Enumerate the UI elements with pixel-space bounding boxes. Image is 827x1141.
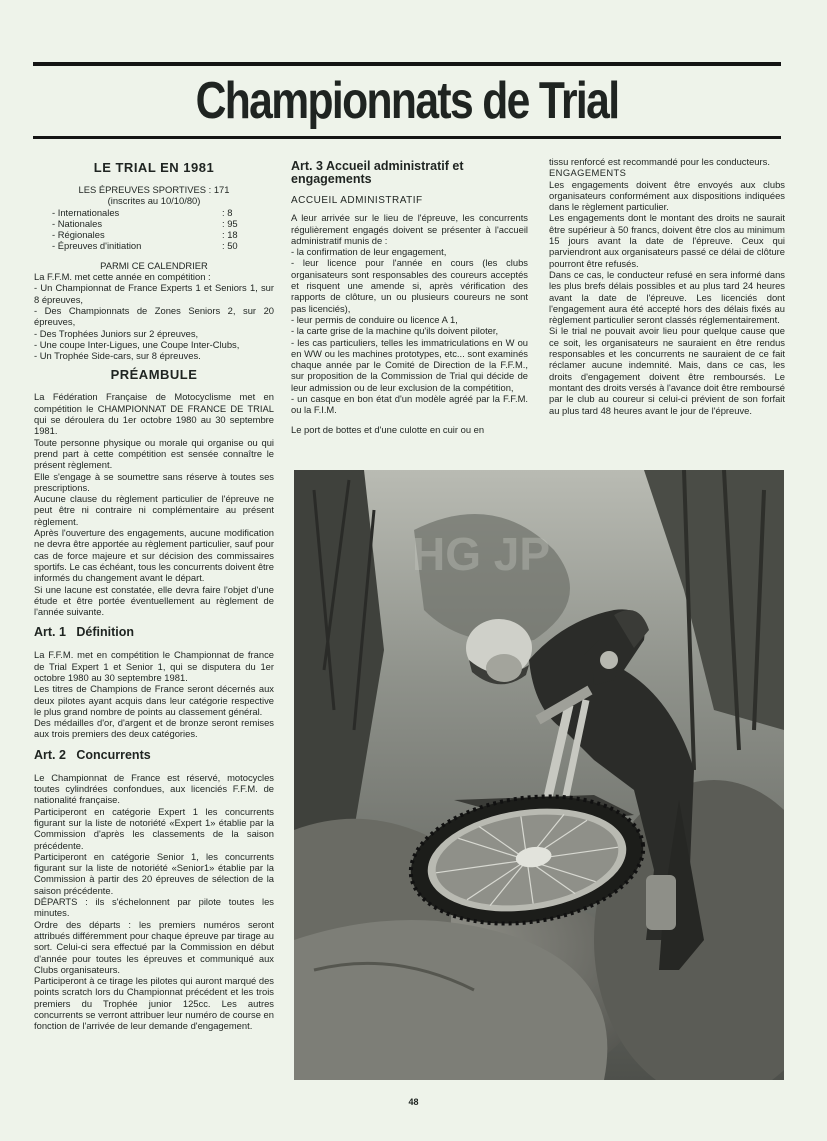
epreuves-subtitle: (inscrites au 10/10/80) (107, 195, 201, 207)
calendrier-item: - Une coupe Inter-Ligues, une Coupe Inter-Clubs, (34, 338, 240, 350)
calendrier-item: - Des Trophées Juniors sur 2 épreuves, (34, 327, 199, 339)
engagements-paragraph: Dans ce cas, le conducteur refusé en sera informé dans les plus brefs délais possibles et au plus tard 24 heures avant la date de l'épreuve. Les licenciés dont l'engagement aura été accepté hors des délais fixés au règlement particulier seront classés réglementairement. (549, 268, 785, 326)
tissu-text: tissu renforcé est recommandé pour les conducteurs. (549, 156, 770, 167)
art2-paragraph: Participeront à ce tirage les pilotes qui auront marqué des points scratch lors du Championnat précédent et les trois premiers du Trophée junior 125cc. Les autres concurrents se verront attribuer leur numéro de course en fonction de l'arrivée de leur demande d'engagement. (34, 975, 274, 1032)
calendrier-item: - Un Championnat de France Experts 1 et Seniors 1, sur 8 épreuves, (34, 282, 274, 305)
epreuves-list (34, 207, 274, 252)
art2-heading: Art. 2 Concurrents (34, 747, 151, 762)
bottes-text: Le port de bottes et d'une culotte en cuir ou en (291, 423, 485, 435)
photo-watermark: HG JP (412, 528, 551, 580)
preambule-paragraph: La Fédération Française de Motocyclisme met en compétition le CHAMPIONNAT DE FRANCE DE TRIAL qui se déroulera du 1er octobre 1980 au 30 septembre 1981. (34, 391, 274, 437)
preambule-paragraph: Elle s'engage à se soumettre sans réserve à toutes ses prescriptions. (34, 470, 274, 493)
top-rule (33, 62, 781, 66)
accueil-item: - les cas particuliers, telles les immatriculations en W ou en WW ou les machines prototypes, etc... sont examinés chaque année par le Comité de Direction de la F.F.M., sur proposition de la Commission de Trial qui décide de leur admission ou de leur exclusion de la compétition, (291, 336, 528, 393)
art3-heading: Art. 3 Accueil administratif et engagements (291, 159, 464, 186)
epreuves-value: : 18 (222, 229, 238, 241)
calendrier-item: - Des Championnats de Zones Seniors 2, sur 20 épreuves, (34, 304, 274, 328)
accueil-item: - leur permis de conduire ou licence A 1, (291, 313, 458, 325)
epreuves-label: - Épreuves d'initiation (52, 240, 142, 252)
epreuves-label: - Régionales (52, 229, 105, 241)
epreuves-label: - Internationales (52, 206, 120, 218)
page-title: Championnats de Trial (195, 72, 619, 130)
engagements-paragraph: Les engagements doivent être envoyés aux clubs organisateurs conformément aux dispositions indiquées dans le règlement particulier. (549, 178, 785, 213)
epreuves-value: : 95 (222, 217, 238, 229)
calendrier-intro: La F.F.M. met cette année en compétition : (34, 271, 211, 283)
art2-paragraph: Participeront en catégorie Expert 1 les concurrents figurant sur la liste de notoriété «Expert 1» établie par la Commission d'après les classements de la saison précédente. (34, 805, 274, 851)
calendrier-heading: PARMI CE CALENDRIER (100, 259, 208, 271)
trial-rider-photo (294, 470, 784, 1080)
preambule-paragraph: Si une lacune est constatée, elle devra faire l'objet d'une étude et être portée éventuellement au règlement de l'année suivante. (34, 583, 274, 618)
epreuves-row (34, 229, 274, 240)
art1-heading: Art. 1 Définition (34, 625, 134, 640)
art1-paragraph: La F.F.M. met en compétition le Championnat de france de Trial Expert 1 et Senior 1, qui se disputera du 1er octobre 1980 au 30 septembre 1981. (34, 649, 274, 683)
accueil-heading: ACCUEIL ADMINISTRATIF (291, 195, 423, 206)
engagements-heading: ENGAGEMENTS (549, 167, 627, 179)
trial-1981-heading: LE TRIAL EN 1981 (93, 160, 215, 175)
accueil-item: - la carte grise de la machine qu'ils doivent piloter, (291, 325, 499, 337)
art1-paragraph: Les titres de Champions de France seront décernés aux deux pilotes ayant acquis dans leur catégorie respective le plus grand nombre de points au classement général. (34, 683, 274, 717)
bottom-rule (33, 136, 781, 139)
epreuves-value: : 50 (222, 240, 238, 252)
art2-paragraph: Participeront en catégorie Senior 1, les concurrents figurant sur la liste de notoriété «Senior1» établie par la Commission à partir des 20 épreuves de sélection de la saison précédente. (34, 850, 274, 896)
column-left (34, 160, 274, 1032)
engagements-paragraph: Les engagements dont le montant des droits ne saurait être supérieur à 50 francs, doivent être clos au minimum 15 jours avant la date de l'épreuve. Ceux qui parviendront aux organisateurs passé ce délai de clôture pourront être refusés. (549, 212, 785, 269)
accueil-item: - leur licence pour l'année en cours (les clubs organisateurs sont responsables des coureurs acceptés et risquent une amende si, après vérification des rapports de clôture, un ou plusieurs coureurs ne sont pas licenciés), (291, 257, 528, 314)
preambule-paragraph: Après l'ouverture des engagements, aucune modification ne devra être apportée au règlement particulier, sauf pour cas de force majeure et sur décision des commissaires sportifs. Le cas échéant, tous les concurrents doivent être informés du changement avant le départ. (34, 527, 274, 584)
preambule-heading: PRÉAMBULE (110, 367, 198, 383)
preambule-paragraph: Aucune clause du règlement particulier de l'épreuve ne peut être ni contraire ni complémentaire au présent règlement. (34, 493, 274, 527)
epreuves-label: - Nationales (52, 217, 103, 229)
page-number: 48 (408, 1097, 419, 1107)
epreuves-row (34, 218, 274, 229)
column-middle (291, 160, 528, 435)
epreuves-value: : 8 (222, 206, 233, 218)
art2-paragraph: DÉPARTS : ils s'échelonnent par pilote toutes les minutes. (34, 896, 274, 919)
engagements-paragraph: Si le trial ne pouvait avoir lieu pour quelque cause que ce soit, les organisateurs ne sauraient en être rendus responsables et les concurrents ne sauraient de ce fait réclamer aucune indemnité. Mais, dans ce cas, les droits d'engagement doivent être remboursés. Le montant des droits versés à l'avance doit être remboursé par le club au coureur si celui-ci prévient de son forfait au plus tard 48 heures avant le jour de l'épreuve. (549, 325, 785, 416)
art1-paragraph: Des médailles d'or, d'argent et de bronze seront remises aux trois premiers des deux catégories. (34, 717, 274, 740)
epreuves-row (34, 207, 274, 218)
art2-paragraph: Ordre des départs : les premiers numéros seront attribués différemment pour chaque épreuve par tirage au sort. Celui-ci sera effectué par la Commission en début d'année pour toutes les épreuves et communiqué aux Clubs organisateurs. (34, 918, 274, 975)
calendrier-item: - Un Trophée Side-cars, sur 8 épreuves. (34, 350, 201, 362)
accueil-item: - la confirmation de leur engagement, (291, 246, 447, 258)
epreuves-title: LES ÉPREUVES SPORTIVES : 171 (78, 184, 230, 195)
epreuves-row (34, 240, 274, 251)
column-right (549, 156, 785, 416)
preambule-paragraph: Toute personne physique ou morale qui organise ou qui prend part à cette compétition est sensée connaître le présent règlement. (34, 436, 274, 471)
accueil-item: - un casque en bon état d'un modèle agréé par la F.F.M. ou la F.I.M. (291, 393, 528, 416)
art2-paragraph: Le Championnat de France est réservé, motocycles toutes cylindrées confondues, aux licenciés F.F.M. de nationalité française. (34, 771, 274, 806)
accueil-intro: A leur arrivée sur le lieu de l'épreuve, les concurrents régulièrement engagés doivent se présenter à l'accueil administratif munis de : (291, 212, 528, 246)
